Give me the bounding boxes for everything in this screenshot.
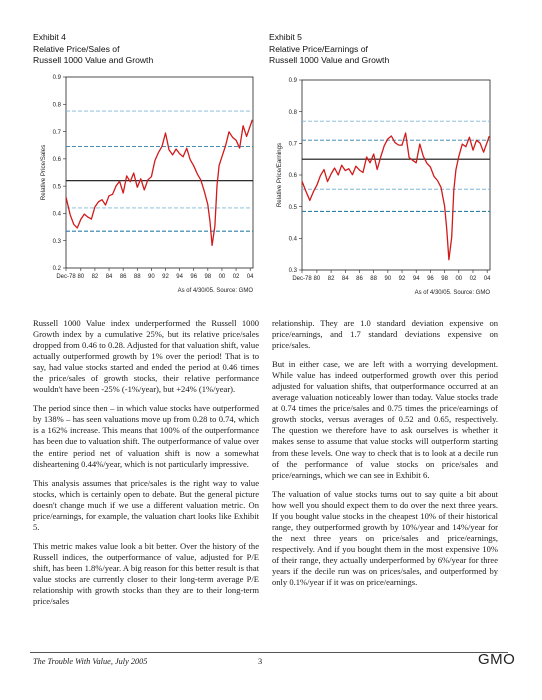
paragraph: This metric makes value look a bit better. Over the history of the Russell indices, the outperformance of value, adjusted for P/E shift, has been 1.8%/year. A big reason for this better result is that value stocks are currently closer to their long-term average P/E relationship with growth stocks than they are to their long-term price/sales (33, 540, 259, 607)
y-tick-label: 0.7 (52, 129, 61, 136)
exhibit-5 (269, 32, 499, 67)
page-number: 3 (258, 657, 263, 666)
x-tick-label: 92 (398, 276, 406, 282)
source-note: As of 4/30/05. Source: GMO (177, 288, 253, 294)
x-tick-label: 86 (356, 276, 363, 282)
x-tick-label: 96 (190, 274, 198, 280)
y-tick-label: 0.8 (52, 102, 61, 109)
x-tick-label: 96 (427, 276, 434, 282)
y-tick-label: 0.4 (288, 236, 297, 243)
x-tick-label: 02 (232, 274, 240, 280)
x-tick-label: 94 (176, 274, 183, 280)
paragraph: The period since then – in which value stocks have outperformed by 138% – has seen valuations move up from 0.28 to 0.74, which is a 162% increase. This means that 100% of the outperformance has been due to valuation shift. The outperformance of value over the entire period net of valuation shift is now a somewhat disheartening 0.44%/year, which is not particularly impressive. (33, 403, 259, 469)
y-tick-label: 0.6 (52, 157, 61, 164)
x-tick-label: 94 (412, 276, 420, 282)
x-tick-label: 98 (204, 274, 212, 280)
footer-rule (30, 652, 508, 653)
y-axis-label: Relative Price/Earnings (276, 142, 283, 208)
y-axis-label: Relative Price/Sales (40, 144, 47, 201)
y-tick-label: 0.3 (288, 268, 297, 275)
exhibit-title-line2: Russell 1000 Value and Growth (33, 55, 154, 65)
paragraph: relationship. They are 1.0 standard deviation expensive on price/earnings, and 1.7 standard deviations expensive on price/sales. (272, 318, 498, 351)
x-tick-label: 80 (313, 276, 321, 282)
x-tick-label: Dec-78 (56, 274, 76, 280)
x-tick-label: 84 (341, 276, 349, 282)
paragraph: The valuation of value stocks turns out to say quite a bit about how well you should expect them to do over the next three years. If you bought value stocks in the cheapest 10% of their historical range, they outperformed growth by 10%/year and 14%/year for the next three years on price/sales and price/earnings, respectively. And if you bought them in the most expensive 10% of their range, they actually underperformed by 6%/year for three years if the decile run was on prices/sales, and outperformed by only 0.1%/year if it was on price/earnings. (272, 488, 498, 588)
x-tick-label: 98 (441, 276, 448, 282)
footer-doc-title: The Trouble With Value, July 2005 (33, 657, 148, 666)
series-line (66, 120, 252, 246)
x-tick-label: 82 (91, 274, 99, 280)
left-text-column (33, 318, 259, 615)
exhibit-title-line1: Relative Price/Sales of (33, 43, 120, 54)
y-tick-label: 0.9 (52, 75, 61, 82)
x-tick-label: 84 (105, 274, 113, 280)
exhibit-label: Exhibit 4 (33, 32, 66, 42)
y-tick-label: 0.8 (288, 109, 297, 116)
x-tick-label: Dec-78 (292, 276, 312, 282)
y-tick-label: 0.2 (52, 266, 61, 273)
paragraph: But in either case, we are left with a worrying development. While value has indeed outperformed growth over this period adjusted for valuation shifts, that outperformance occurred at an average valuation noticeably lower than today. Value stocks trade at 0.74 times the price/sales and 0.75 times the price/earnings of growth stocks, versus averages of 0.52 and 0.65, respectively. The question we therefore have to ask ourselves is whether it makes sense to assume that value stocks will outperform starting from these levels. One way to check that is to look at a decile run of the performance of value stocks on price/sales and price/earnings, which we can see in Exhibit 6. (272, 359, 498, 480)
source-note: As of 4/30/05. Source: GMO (414, 290, 490, 296)
y-tick-label: 0.7 (288, 141, 297, 148)
x-tick-label: 88 (133, 274, 141, 280)
x-tick-label: 82 (327, 276, 335, 282)
x-tick-label: 86 (119, 274, 127, 280)
y-tick-label: 0.5 (52, 184, 61, 191)
x-tick-label: 90 (384, 276, 392, 282)
gmo-logo: GMO (478, 651, 516, 668)
plot-frame (66, 77, 253, 268)
y-tick-label: 0.5 (288, 204, 297, 211)
x-tick-label: 02 (469, 276, 477, 282)
x-tick-label: 00 (455, 276, 463, 282)
paragraph: Russell 1000 Value index underperformed the Russell 1000 Growth index by a cumulative 25%, but its relative price/sales dropped from 0.46 to 0.28. Adjusted for that valuation shift, value actually outperformed growth by 1% over the period! That is to say, had value stocks started and ended the period at 0.46 times the price/sales of growth stocks, their relative performance wouldn't have been -25% (-1%/year), but +24% (1%/year). (33, 318, 259, 395)
exhibit-title-line1: Relative Price/Earnings of (269, 43, 368, 54)
x-tick-label: 04 (483, 276, 491, 282)
y-tick-label: 0.6 (288, 173, 297, 180)
x-tick-label: 04 (246, 274, 254, 280)
right-text-column (272, 318, 498, 596)
x-tick-label: 00 (218, 274, 226, 280)
x-tick-label: 92 (162, 274, 169, 280)
y-tick-label: 0.9 (288, 78, 297, 85)
paragraph: This analysis assumes that price/sales is the right way to value stocks, which is certainly open to debate. But the general picture doesn't change much if we use a different valuation metric. On price/earnings, for example, the valuation chart looks like Exhibit 5. (33, 477, 259, 532)
y-tick-label: 0.3 (52, 238, 61, 245)
x-tick-label: 88 (370, 276, 377, 282)
x-tick-label: 90 (148, 274, 155, 280)
y-tick-label: 0.4 (52, 211, 61, 218)
exhibit-title-line2: Russell 1000 Value and Growth (269, 55, 390, 65)
exhibit-label: Exhibit 5 (269, 32, 302, 42)
x-tick-label: 80 (77, 274, 85, 280)
